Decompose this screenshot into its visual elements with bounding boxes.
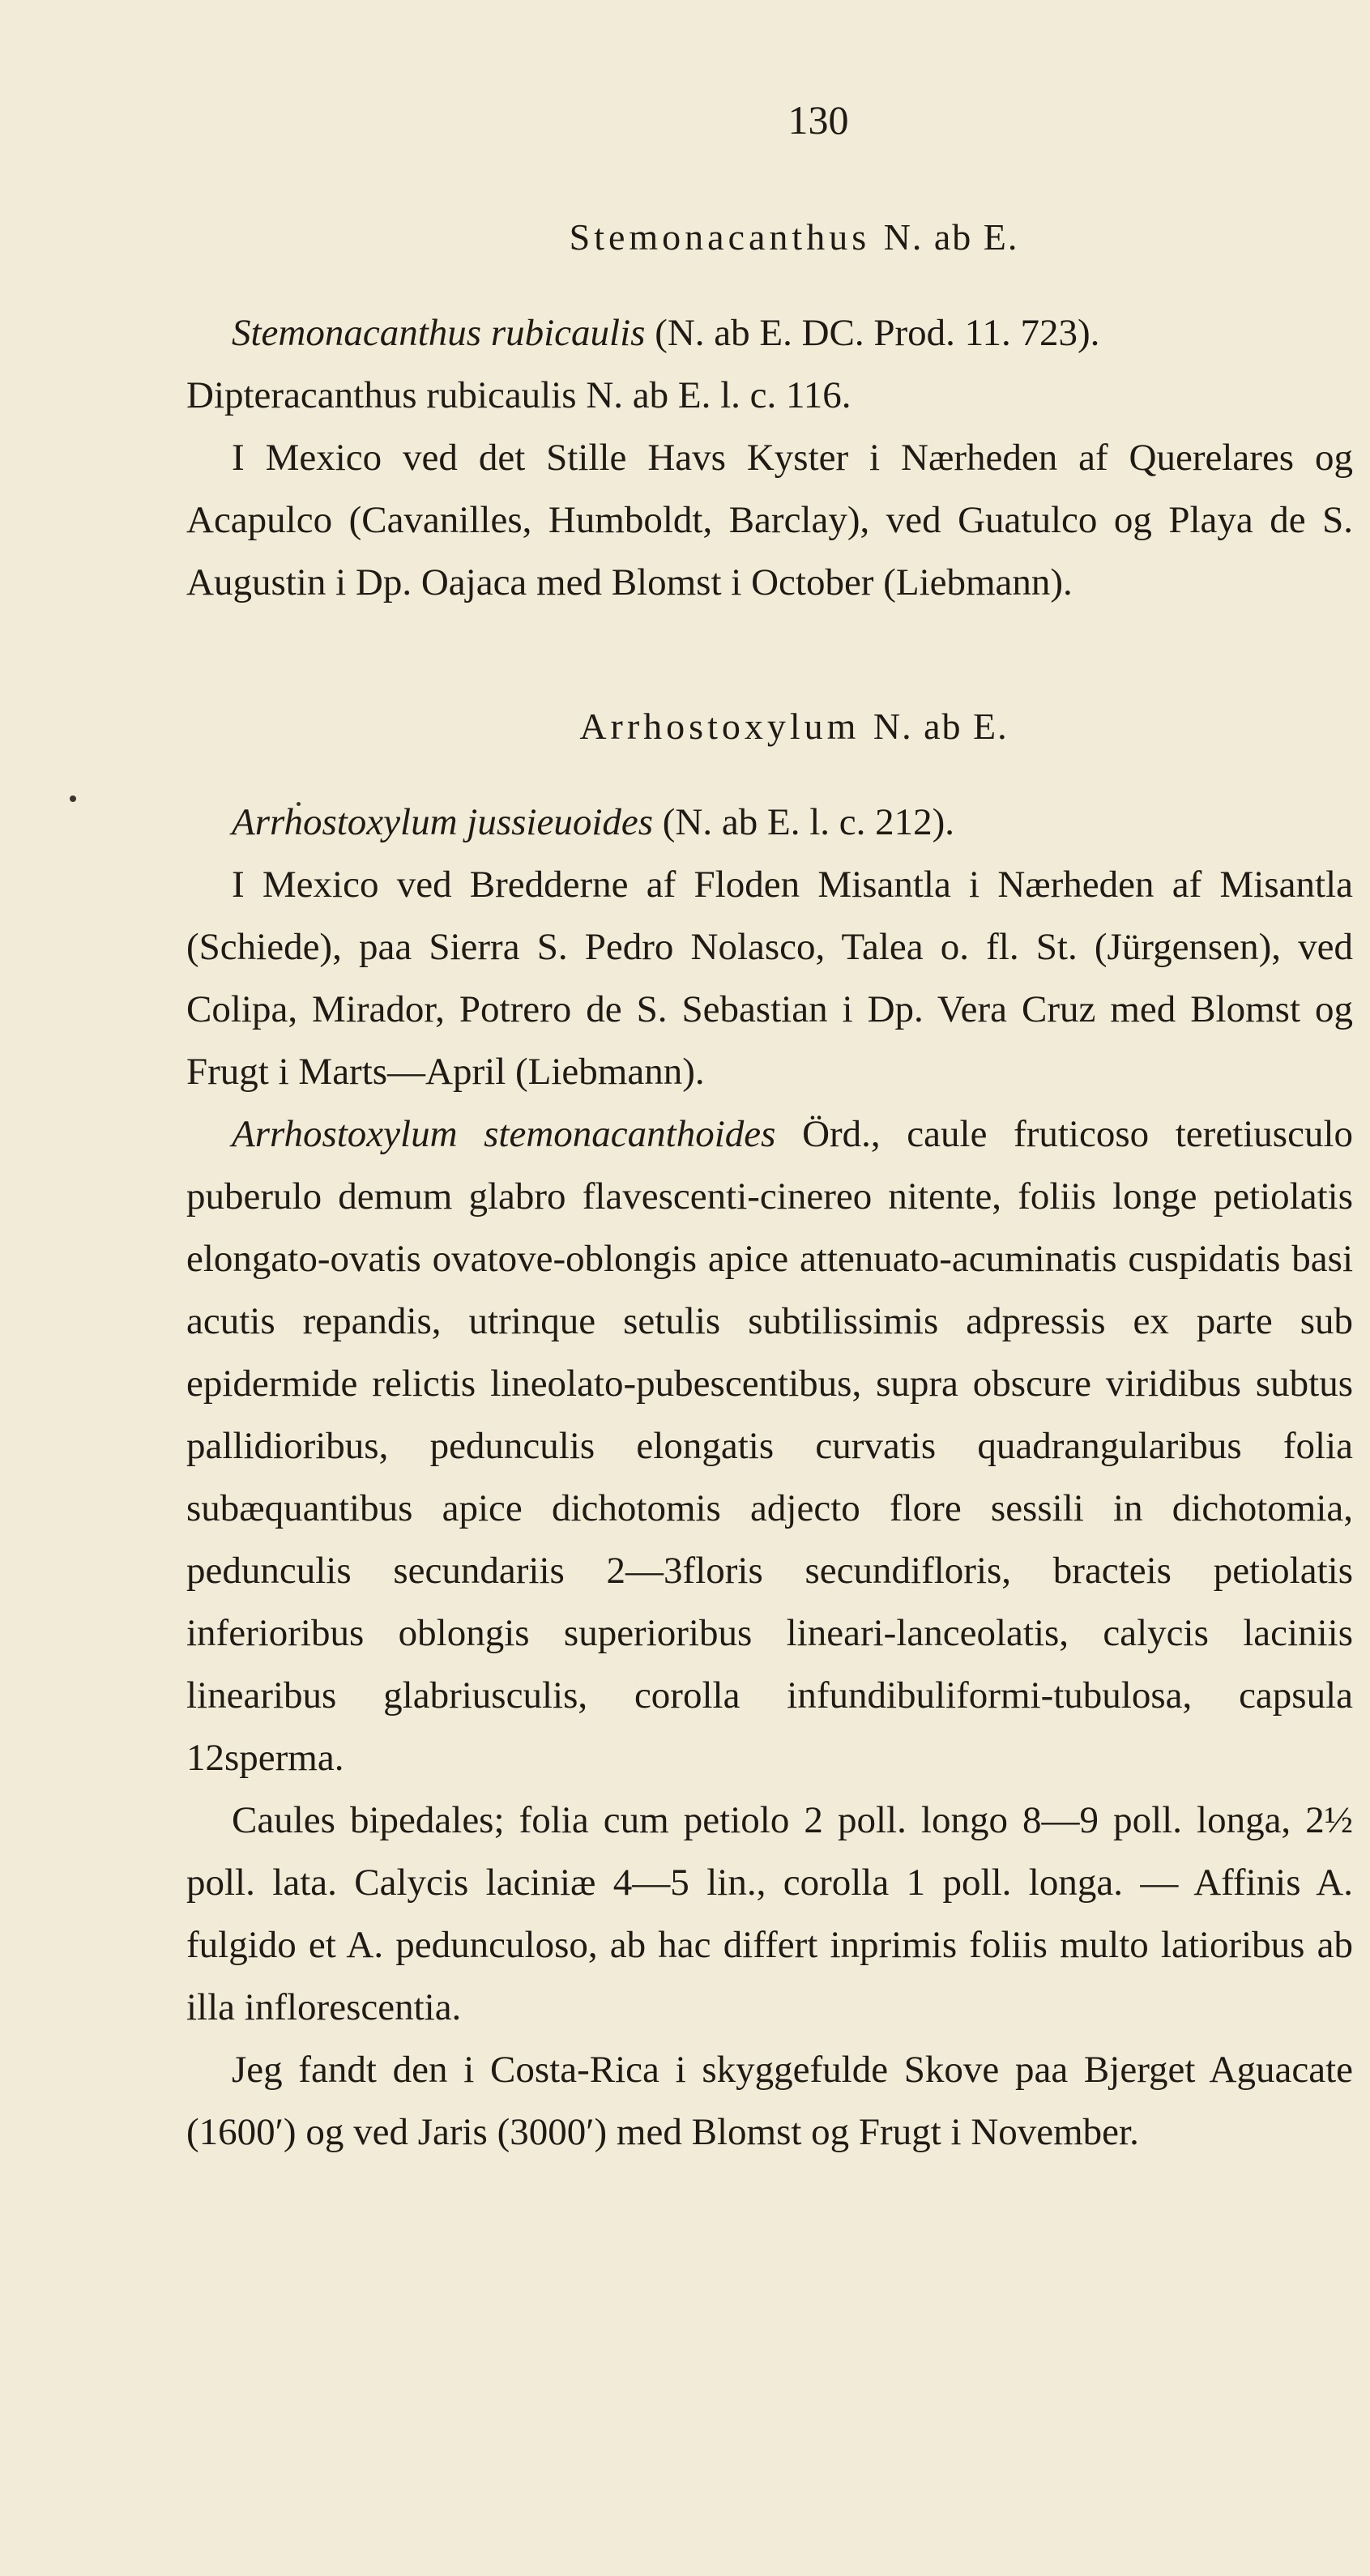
genus-heading-stemonacanthus bbox=[186, 215, 1353, 258]
species-name: Stemonacanthus rubicaulis bbox=[232, 312, 646, 354]
genus-heading-arrhostoxylum bbox=[186, 705, 1353, 748]
measurements-paragraph: Caules bipedales; folia cum petiolo 2 poll. longo 8—9 poll. longa, 2½ poll. lata. Calycis laciniæ 4—5 lin., corolla 1 poll. longa. — Affinis A. fulgido et A. pedunculoso, ab hac differt inprimis foliis multo latioribus ab illa inflorescentia. bbox=[186, 1799, 1353, 2028]
genus-name: Stemonacanthus bbox=[569, 216, 871, 258]
species-reference: (N. ab E. l. c. 212). bbox=[662, 801, 955, 843]
genus-authority: N. ab E. bbox=[883, 216, 1019, 258]
collector-note-paragraph: Jeg fandt den i Costa-Rica i skyggefulde Skove paa Bjerget Aguacate (1600′) og ved Jaris (3000′) med Blomst og Frugt i November. bbox=[186, 2049, 1353, 2153]
species-name: Arrhostoxylum jussieuoides bbox=[232, 801, 654, 843]
species-entry-rubicaulis bbox=[186, 302, 1353, 365]
page bbox=[186, 96, 1353, 2164]
ink-speck bbox=[70, 795, 76, 802]
genus-name: Arrhostoxylum bbox=[579, 706, 860, 747]
species-reference: (N. ab E. DC. Prod. 11. 723). bbox=[655, 312, 1100, 354]
latin-description: Örd., caule fruticoso teretiusculo puberulo demum glabro flavescenti-cinereo nitente, foliis longe petiolatis elongato-ovatis ovatove-oblongis apice attenuato-acuminatis cuspidatis basi acutis repandis, utrinque setulis subtilissimis adpressis ex parte sub epidermide relictis lineolato-pubescentibus, supra obscure viridibus subtus pallidioribus, pedunculis elongatis curvatis quadrangularibus folia subæquantibus apice dichotomis adjecto flore sessili in dichotomia, pedunculis secundariis 2—3floris secundifloris, bracteis petiolatis inferioribus oblongis superioribus lineari-lanceolatis, calycis laciniis linearibus glabriusculis, corolla infundibuliformi-tubulosa, capsula 12sperma. bbox=[186, 1113, 1354, 1779]
genus-authority: N. ab E. bbox=[873, 706, 1009, 747]
distribution-paragraph: I Mexico ved det Stille Havs Kyster i Nærheden af Querelares og Acapulco (Cavanilles, Humboldt, Barclay), ved Guatulco og Playa de S. Augustin i Dp. Oajaca med Blomst i October (Liebmann). bbox=[186, 437, 1353, 603]
synonym-line: Dipteracanthus rubicaulis N. ab E. l. c. 116. bbox=[186, 374, 851, 416]
distribution-paragraph: I Mexico ved Bredderne af Floden Misantla i Nærheden af Misantla (Schiede), paa Sierra S. Pedro Nolasco, Talea o. fl. St. (Jürgensen), ved Colipa, Mirador, Potrero de S. Sebastian i Dp. Vera Cruz med Blomst og Frugt i Marts—April (Liebmann). bbox=[186, 864, 1353, 1093]
species-entry-jussieuoides bbox=[186, 791, 1353, 854]
page-number: 130 bbox=[787, 97, 849, 143]
species-description-stemonacanthoides bbox=[186, 1103, 1353, 1789]
section-gap bbox=[186, 614, 1353, 705]
species-name: Arrhostoxylum stemonacanthoides bbox=[232, 1113, 776, 1155]
